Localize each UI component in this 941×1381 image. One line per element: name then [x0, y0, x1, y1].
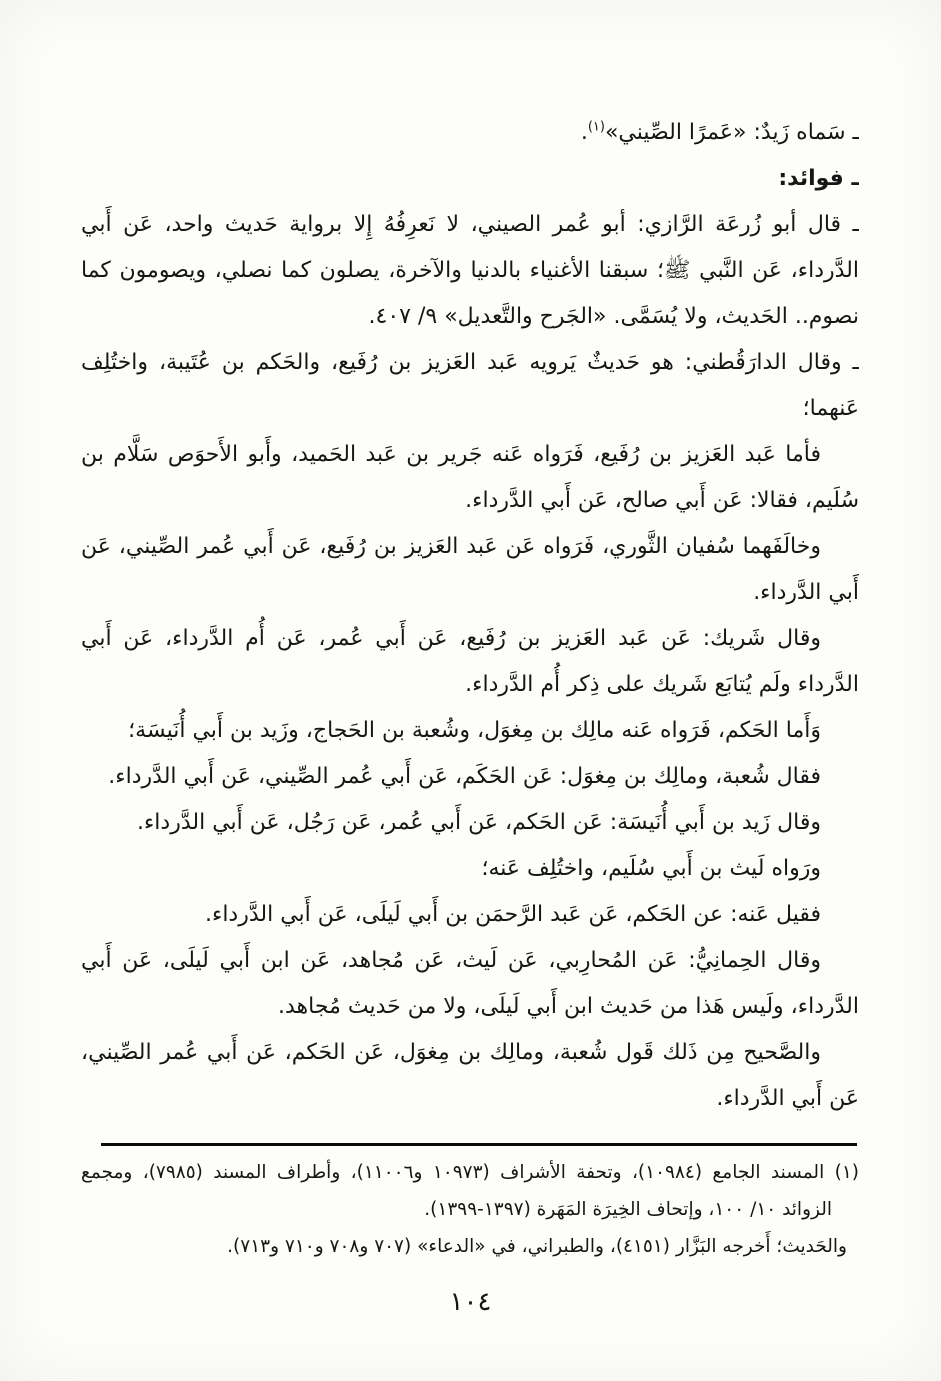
paragraph-hakam-riwaya: وَأَما الحَكم، فَرَواه عَنه مالِك بن مِغوَل، وشُعبة بن الحَجاج، وزَيد بن أَبي أُنَيسَة؛ — [128, 718, 821, 743]
paragraph-shuba-malik-riwaya: فقال شُعبة، ومالِك بن مِغوَل: عَن الحَكَم، عَن أَبي عُمر الصِّيني، عَن أَبي الدَّرداء. — [108, 764, 821, 789]
footnote-ref-marker: (١) — [587, 119, 605, 135]
footnote-item: (١) المسند الجامع (١٠٩٨٤)، وتحفة الأشراف (١٠٩٧٣ و١١٠٠٦)، وأطراف المسند (٧٩٨٥)، ومجمع الزوائد ١٠/ ١٠٠، وإتحاف الخِيرَة المَهَرة (١٣٩٧-١٣٩٩). — [81, 1162, 859, 1220]
paragraph-zayd-ibn-abi-unaysa-riwaya: وقال زَيد بن أَبي أُنَيسَة: عَن الحَكم، عَن أَبي عُمر، عَن رَجُل، عَن أَبي الدَّرداء. — [136, 810, 821, 835]
paragraph-tarjih-conclusion: والصَّحيح مِن ذَلك قَول شُعبة، ومالِك بن مِغوَل، عَن الحَكم، عَن أَبي عُمر الصِّيني، عَن أَبي الدَّرداء. — [81, 1040, 859, 1111]
paragraph-abu-zura-razi-quote: ـ قال أبو زُرعَة الرَّازي: أبو عُمر الصيني، لا نَعرِفُهُ إِلا برواية حَديث واحد، عَن أَبي الدَّرداء، عَن النَّبي ﷺ؛ سبقنا الأغنياء بالدنيا والآخرة، يصلون كما نصلي، ويصومون كما نصوم.. الحَديث، ولا يُسَمَّى. «الجَرح والتَّعديل» ٩/ ٤٠٧. — [81, 212, 859, 329]
paragraph-faqila-anhu-riwaya: فقيل عَنه: عن الحَكم، عَن عَبد الرَّحمَن بن أَبي لَيلَى، عَن أَبي الدَّرداء. — [204, 902, 821, 927]
paragraph-himmani-riwaya: وقال الحِمانِيُّ: عَن المُحارِبي، عَن لَيث، عَن مُجاهد، عَن ابن أَبي لَيلَى، عَن أَبي الدَّرداء، ولَيس هَذا من حَديث ابن أَبي لَيلَى، ولا من حَديث مُجاهد. — [81, 948, 859, 1019]
paragraph-layth-riwaya: ورَواه لَيث بن أَبي سُلَيم، واختُلِف عَنه؛ — [481, 856, 821, 881]
paragraph-sammahu-zayd-line: ـ سَماه زَيدٌ: «عَمرًا الصِّيني»$^{(١)}$. — [580, 119, 859, 145]
paragraph-daraqutni-quote: ـ وقال الدارَقُطني: هو حَديثٌ يَرويه عَبد العَزيز بن رُفَيع، والحَكم بن عُتَيبة، واختُلِف عَنهما؛ — [81, 350, 859, 421]
paragraph-abdulaziz-riwaya: فأما عَبد العَزيز بن رُفَيع، فَرَواه عَنه جَرير بن عَبد الحَميد، وأَبو الأَحوَص سَلَّام بن سُلَيم، فقالا: عَن أَبي صالح، عَن أَبي الدَّرداء. — [81, 442, 859, 513]
page-number: ١٠٤ — [449, 1287, 492, 1317]
paragraph-sharik-riwaya: وقال شَريك: عَن عَبد العَزيز بن رُفَيع، عَن أَبي عُمر، عَن أُم الدَّرداء، عَن أَبي الدَّرداء ولَم يُتابَع شَريك على ذِكر أُم الدَّرداء. — [81, 626, 859, 697]
paragraph-sufyan-thawri-riwaya: وخالَفَهما سُفيان الثَّوري، فَرَواه عَن عَبد العَزيز بن رُفَيع، عَن أَبي عُمر الصِّيني، عَن أَبي الدَّرداء. — [81, 534, 859, 605]
footnote-item: والحَديث؛ أَخرجه البَزَّار (٤١٥١)، والطبراني، في «الدعاء» (٧٠٧ و٧٠٨ و٧١٠ و٧١٣). — [227, 1236, 847, 1257]
footnote-separator-rule — [101, 1143, 857, 1146]
paragraph-fawaid-heading: ـ فوائد: — [778, 166, 859, 191]
footnotes-block — [81, 1154, 859, 1279]
main-text-block — [81, 110, 859, 1140]
